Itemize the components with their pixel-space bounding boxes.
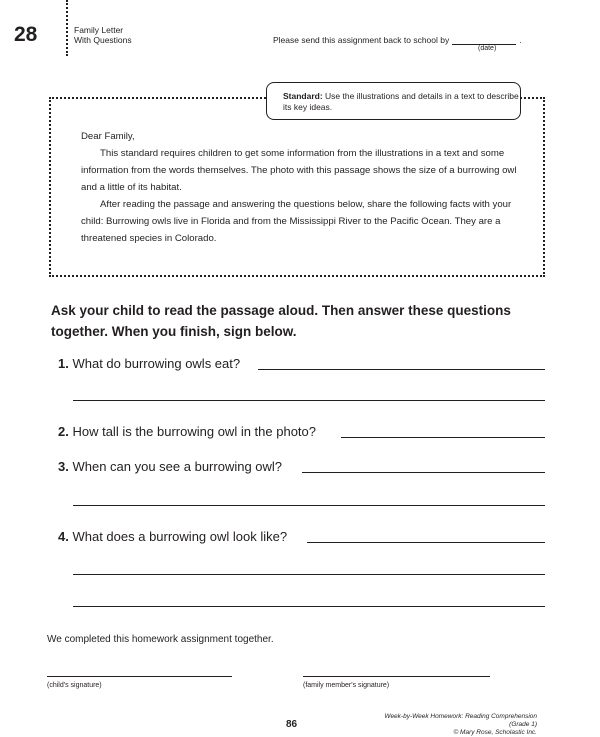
question-2-number: 2. <box>58 424 69 439</box>
date-label: (date) <box>478 45 497 52</box>
send-back-end: . <box>519 35 522 45</box>
question-1-text: What do burrowing owls eat? <box>72 356 241 371</box>
letter-paragraph-2: After reading the passage and answering the questions below, share the following facts with your child: Burrowing owls live in Florida and from the Mississippi River to the Pacific Ocean. They are a threatened species in Colorado. <box>81 199 512 244</box>
family-signature-line[interactable] <box>303 676 490 677</box>
answer-line-4c[interactable] <box>73 606 545 607</box>
question-3-number: 3. <box>58 459 69 474</box>
standard-text: Use the illustrations and details in a text to describe its key ideas. <box>283 91 519 112</box>
worksheet-title <box>74 25 132 45</box>
answer-line-4a[interactable] <box>307 542 545 543</box>
child-signature-line[interactable] <box>47 676 232 677</box>
title-line-2: With Questions <box>74 35 132 45</box>
footer-credit-line-1: Week-by-Week Homework: Reading Comprehension (Grade 1) <box>384 713 537 728</box>
answer-line-2a[interactable] <box>341 437 545 438</box>
letter-greeting: Dear Family, <box>81 131 135 142</box>
answer-line-1b[interactable] <box>73 400 545 401</box>
letter-body <box>81 128 521 247</box>
standard-callout <box>266 82 521 120</box>
footer-credit-line-2: © Mary Rose, Scholastic Inc. <box>453 729 537 736</box>
standard-label: Standard: <box>283 91 323 101</box>
header-divider <box>66 0 68 56</box>
footer-page-number: 86 <box>286 719 298 730</box>
question-4-number: 4. <box>58 529 69 544</box>
question-3-text: When can you see a burrowing owl? <box>72 459 283 474</box>
question-1 <box>58 356 240 371</box>
question-4-text: What does a burrowing owl look like? <box>72 529 288 544</box>
question-2 <box>58 424 316 439</box>
completion-statement: We completed this homework assignment together. <box>47 634 274 645</box>
instructions: Ask your child to read the passage aloud. Then answer these questions together. When you finish, sign below. <box>51 303 511 339</box>
letter-paragraph-1: This standard requires children to get some information from the illustrations in a text and some information from the words themselves. The photo with this passage shows the size of a burrowing owl and a little of its habitat. <box>81 148 517 193</box>
page-number: 28 <box>14 23 38 46</box>
answer-line-4b[interactable] <box>73 574 545 575</box>
child-signature-label: (child's signature) <box>47 682 102 689</box>
title-line-1: Family Letter <box>74 25 124 35</box>
answer-line-3b[interactable] <box>73 505 545 506</box>
question-4 <box>58 529 287 544</box>
family-signature-label: (family member's signature) <box>303 682 390 689</box>
footer-credit <box>377 713 537 737</box>
answer-line-1a[interactable] <box>258 369 545 370</box>
question-1-number: 1. <box>58 356 69 371</box>
send-back-instruction <box>273 35 522 45</box>
question-2-text: How tall is the burrowing owl in the photo? <box>72 424 316 439</box>
question-3 <box>58 459 282 474</box>
answer-line-3a[interactable] <box>302 472 545 473</box>
send-back-text: Please send this assignment back to school by <box>273 35 450 45</box>
